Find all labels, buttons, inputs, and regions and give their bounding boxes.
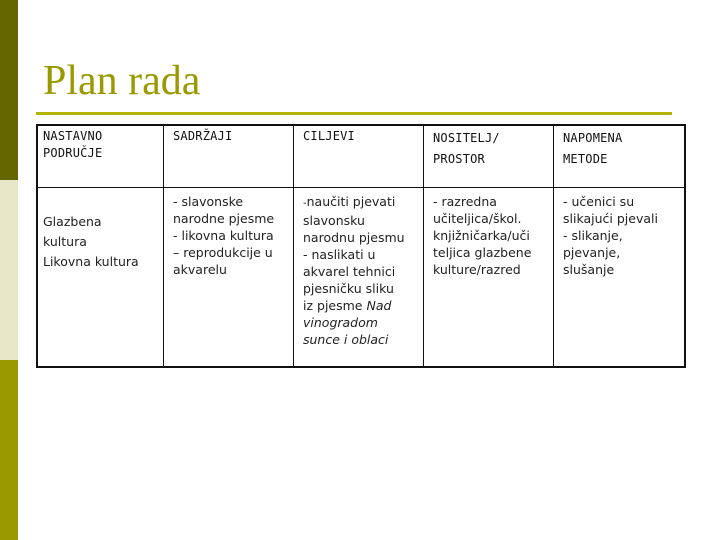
sidebar-segment-top [0,0,18,180]
cell-line: - likovna kultura [173,228,274,243]
cell-line: narodnu pjesmu [303,230,405,245]
cell-line: teljica glazbene [433,245,532,260]
cell-line: - slavonske [173,194,244,209]
plan-table [36,124,686,368]
header-text: NASTAVNO [43,129,103,143]
cell-line: pjesničku sliku [303,281,394,296]
sidebar-segment-middle [0,180,18,360]
title-underline [36,112,672,115]
cell-notes [563,193,658,278]
cell-line: kulture/razred [433,262,521,277]
header-text: METODE [563,152,608,166]
header-divider [38,187,684,188]
header-area [43,128,102,162]
column-divider [423,126,424,366]
header-content: SADRŽAJI [173,129,233,143]
column-divider [293,126,294,366]
goals-dash: - [303,198,307,209]
goals-line1: naučiti pjevati [306,194,396,209]
cell-carrier [433,193,531,278]
poem-title-part: sunce i oblaci [303,332,389,347]
cell-line: Likovna kultura [43,254,139,269]
cell-line: - naslikati u [303,247,376,262]
header-text: PROSTOR [433,152,485,166]
header-text: PODRUČJE [43,146,103,160]
poem-title-part: vinogradom [303,315,378,330]
header-text: NAPOMENA [563,131,623,145]
cell-line: akvarel tehnici [303,264,396,279]
cell-area [43,212,139,272]
cell-line: narodne pjesme [173,211,275,226]
slide-title: Plan rada [43,58,201,104]
cell-line: - razredna [433,194,497,209]
goals-iz-prefix: iz pjesme [303,298,367,313]
cell-line: slikajući pjevali [563,211,658,226]
cell-line: kultura [43,234,87,249]
header-notes [563,128,622,170]
cell-line: pjevanje, [563,245,621,260]
cell-line: akvarelu [173,262,227,277]
cell-line: – reprodukcije u [173,245,273,260]
sidebar-segment-bottom [0,360,18,540]
cell-content [173,193,274,278]
cell-line: Glazbena [43,214,102,229]
header-goals: CILJEVI [303,129,355,143]
header-carrier [433,128,500,170]
sidebar-decoration [0,0,18,540]
header-text: NOSITELJ/ [433,131,500,145]
cell-line: slušanje [563,262,615,277]
cell-line: - učenici su [563,194,635,209]
cell-line: - slikanje, [563,228,623,243]
column-divider [553,126,554,366]
cell-line: učiteljica/škol. [433,211,522,226]
cell-line: slavonsku [303,213,365,228]
cell-goals [303,193,405,348]
cell-line [303,297,405,314]
poem-title-part: Nad [366,298,392,313]
column-divider [163,126,164,366]
cell-line: knjižničarka/uči [433,228,530,243]
cell-line [303,193,405,212]
